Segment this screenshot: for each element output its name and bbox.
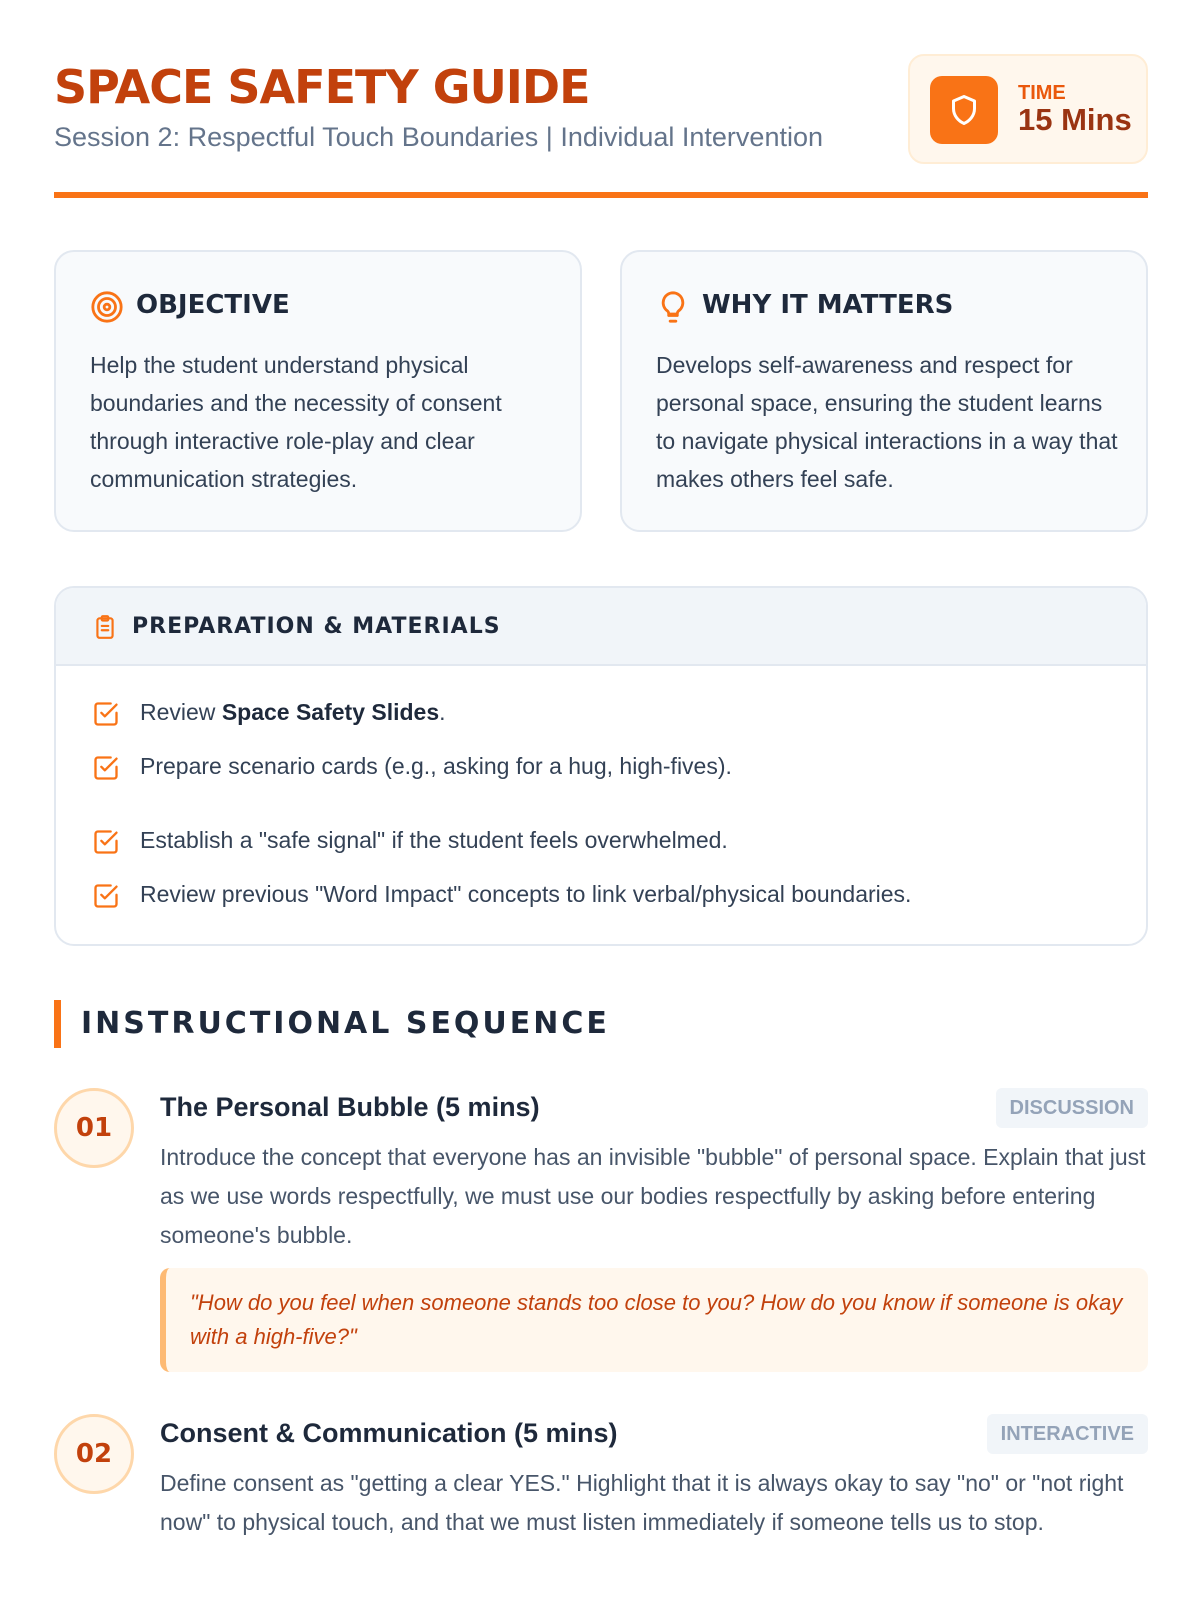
prep-item-text: Establish a "safe signal" if the student feels overwhelmed.	[140, 827, 728, 853]
checkbox-checked-icon	[92, 754, 120, 782]
step-body: Define consent as "getting a clear YES." Highlight that it is always okay to say "no" or "not right now" to physical touch, and that we must listen immediately if someone tells us to stop.	[160, 1470, 1124, 1535]
prep-item-text: Review previous "Word Impact" concepts to link verbal/physical boundaries.	[140, 881, 912, 907]
step-tag: DISCUSSION	[996, 1088, 1148, 1128]
preparation-panel	[54, 586, 1148, 946]
why-title: WHY IT MATTERS	[702, 290, 954, 320]
time-label: TIME	[1018, 82, 1066, 104]
checkbox-checked-icon	[92, 700, 120, 728]
discussion-quote: "How do you feel when someone stands too close to you? How do you know if someone is okay with a high-five?"	[160, 1268, 1148, 1372]
sequence-step	[54, 1414, 1148, 1594]
sequence-heading-text: INSTRUCTIONAL SEQUENCE	[81, 1006, 610, 1041]
step-body: Introduce the concept that everyone has an invisible "bubble" of personal space. Explain that just as we use words respectfully, we must use our bodies respectfully by asking before entering someone's bubble.	[160, 1144, 1146, 1248]
sequence-step	[54, 1088, 1148, 1378]
objective-card	[54, 250, 582, 532]
prep-list-item	[92, 748, 1122, 788]
prep-list-item	[92, 876, 1122, 916]
clipboard-icon	[92, 614, 118, 640]
why-body: Develops self-awareness and respect for personal space, ensuring the student learns to navigate physical interactions in a way that makes others feel safe.	[656, 352, 1118, 492]
prep-list-item	[92, 822, 1122, 862]
step-number: 01	[54, 1088, 134, 1168]
prep-item-text: Prepare scenario cards (e.g., asking for a hug, high-fives).	[140, 753, 732, 779]
time-value: 15 Mins	[1018, 102, 1132, 137]
why-it-matters-card	[620, 250, 1148, 532]
sequence-heading	[54, 1000, 610, 1048]
objective-title: OBJECTIVE	[136, 290, 290, 320]
checkbox-checked-icon	[92, 828, 120, 856]
step-number: 02	[54, 1414, 134, 1494]
preparation-title: PREPARATION & MATERIALS	[132, 614, 501, 639]
checkbox-checked-icon	[92, 882, 120, 910]
step-title: The Personal Bubble (5 mins)	[160, 1092, 540, 1122]
page-subtitle: Session 2: Respectful Touch Boundaries | Individual Intervention	[54, 122, 823, 152]
page-header	[54, 54, 1148, 198]
preparation-header	[56, 588, 1146, 666]
step-tag: INTERACTIVE	[987, 1414, 1148, 1454]
prep-list-item	[92, 694, 1122, 734]
target-icon	[90, 290, 124, 324]
shield-icon	[930, 76, 998, 144]
lightbulb-icon	[656, 290, 690, 324]
step-title: Consent & Communication (5 mins)	[160, 1418, 618, 1448]
objective-body: Help the student understand physical boundaries and the necessity of consent through interactive role-play and clear communication strategies.	[90, 352, 502, 492]
prep-item-text: Review Space Safety Slides.	[140, 699, 446, 725]
time-badge	[908, 54, 1148, 164]
page-title: SPACE SAFETY GUIDE	[54, 60, 590, 114]
